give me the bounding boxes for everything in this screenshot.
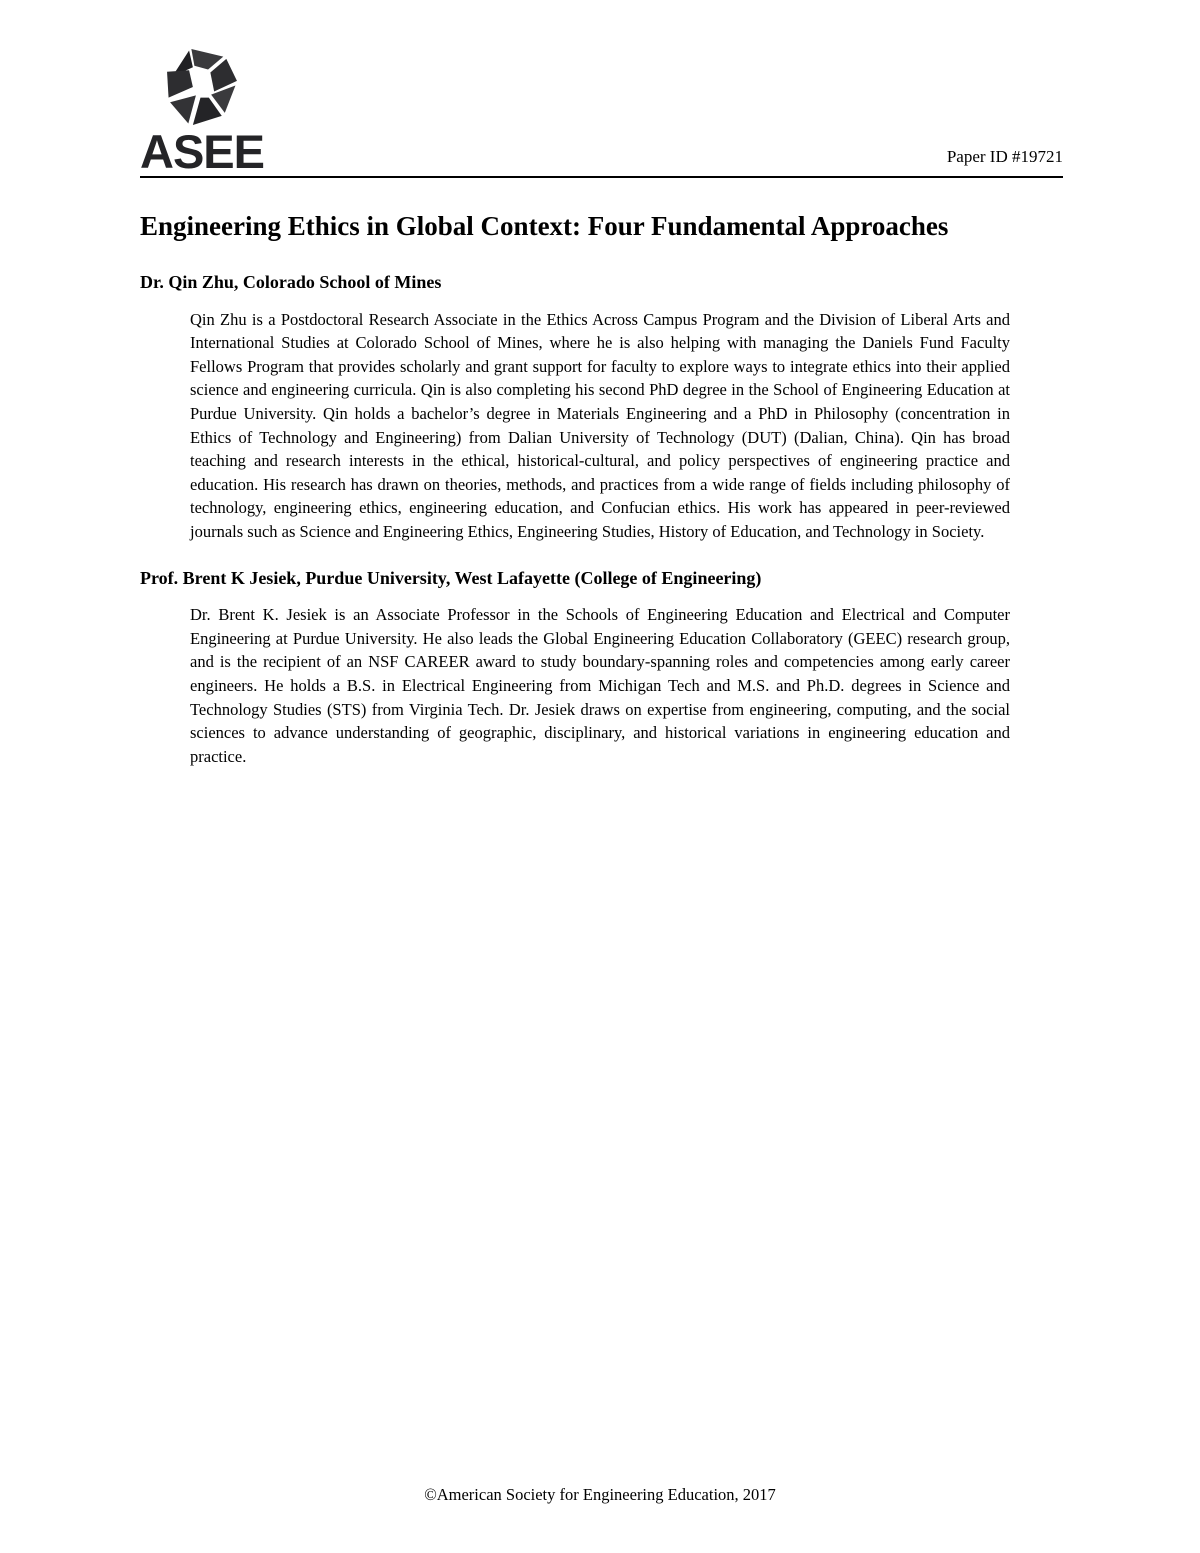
asee-logo-icon (164, 48, 240, 126)
asee-logo-text: ASEE (140, 125, 264, 178)
page-footer (0, 1485, 1200, 1505)
author-name: Prof. Brent K Jesiek, Purdue University, West Lafayette (College of Engineering) (140, 567, 762, 588)
copyright-notice: ©American Society for Engineering Education, 2017 (424, 1485, 776, 1504)
paper-title: Engineering Ethics in Global Context: Four Fundamental Approaches (140, 211, 949, 241)
asee-logo (140, 48, 280, 178)
author-name: Dr. Qin Zhu, Colorado School of Mines (140, 272, 442, 293)
author-block (140, 568, 1063, 769)
paper-id: Paper ID #19721 (946, 147, 1063, 166)
paper-content (140, 211, 1063, 778)
author-bio: Dr. Brent K. Jesiek is an Associate Professor in the Schools of Engineering Education and Electrical and Computer Engineering at Purdue University. He also leads the Global Engineering Education Collaboratory (GEEC) research group, and is the recipient of an NSF CAREER award to study boundary-spanning roles and competencies among early career engineers. He holds a B.S. in Electrical Engineering from Michigan Tech and M.S. and Ph.D. degrees in Science and Technology Studies (STS) from Virginia Tech. Dr. Jesiek draws on expertise from engineering, computing, and the social sciences to advance understanding of geographic, disciplinary, and historical variations in engineering education and practice. (190, 605, 1010, 766)
author-block (140, 272, 1063, 544)
author-bio: Qin Zhu is a Postdoctoral Research Associate in the Ethics Across Campus Program and the Division of Liberal Arts and International Studies at Colorado School of Mines, where he is also helping with managing the Daniels Fund Faculty Fellows Program that provides scholarly and grant support for faculty to explore ways to integrate ethics into their applied science and engineering curricula. Qin is also completing his second PhD degree in the School of Engineering Education at Purdue University. Qin holds a bachelor’s degree in Materials Engineering and a PhD in Philosophy (concentration in Ethics of Technology and Engineering) from Dalian University of Technology (DUT) (Dalian, China). Qin has broad teaching and research interests in the ethical, historical-cultural, and policy perspectives of engineering practice and education. His research has drawn on theories, methods, and practices from a wide range of fields including philosophy of technology, engineering ethics, engineering education, and Confucian ethics. His work has appeared in peer-reviewed journals such as Science and Engineering Ethics, Engineering Studies, History of Education, and Technology in Society. (190, 309, 1010, 541)
header-rule (140, 176, 1063, 178)
